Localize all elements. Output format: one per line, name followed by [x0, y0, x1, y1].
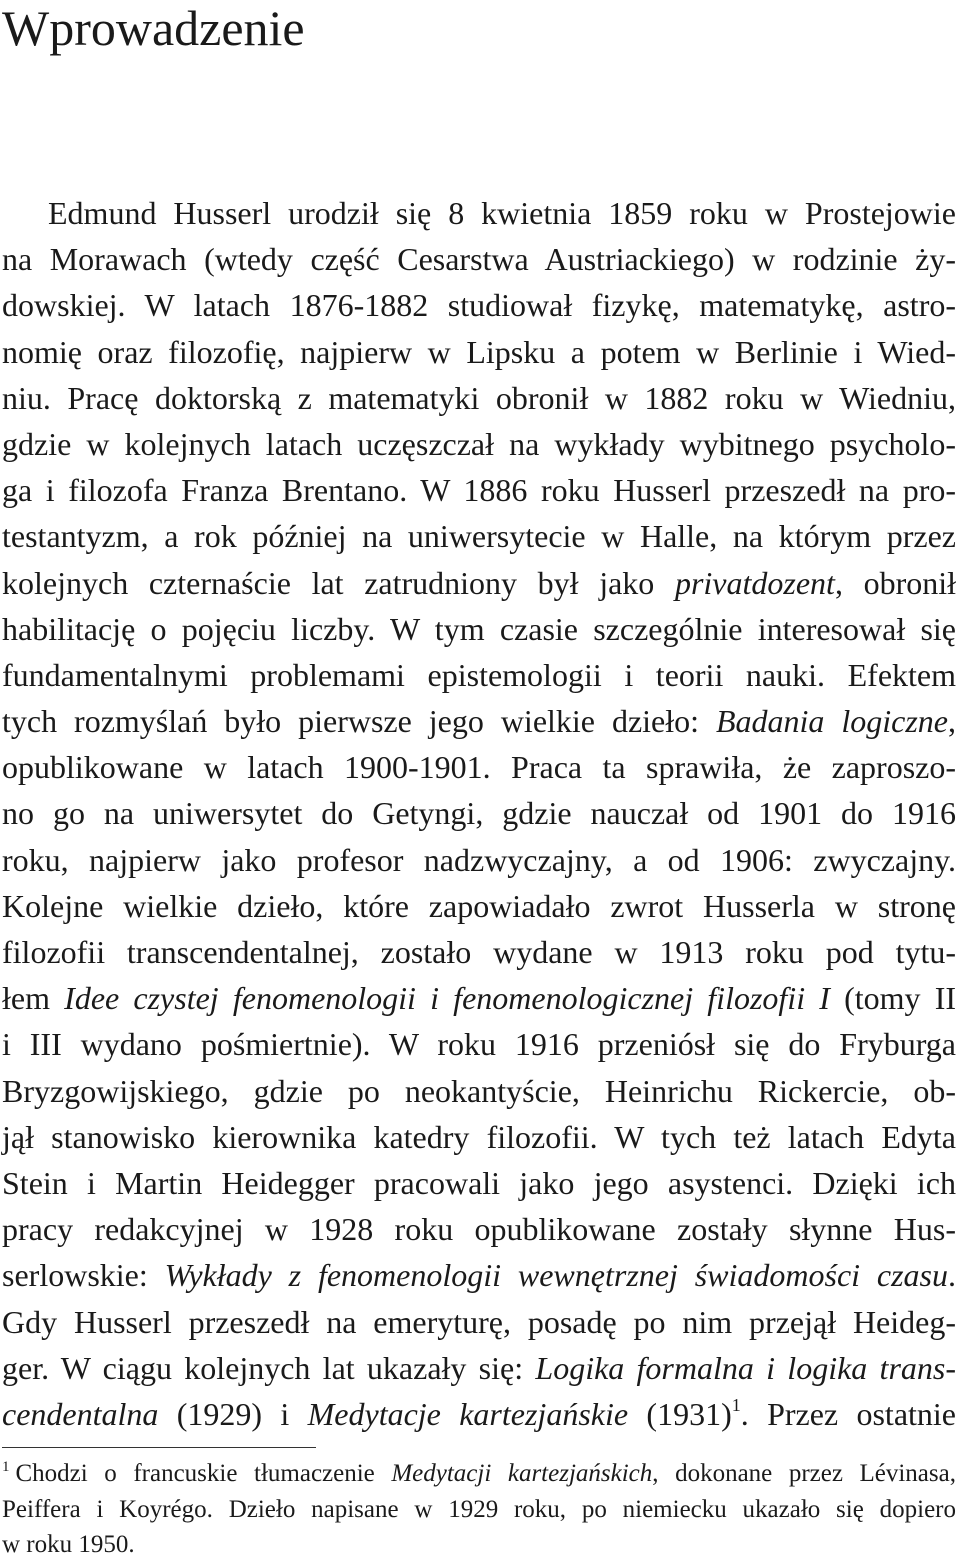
body-line [2, 375, 956, 421]
text-segment: habilitację o pojęciu liczby. W tym czasie szczególnie interesował się [2, 610, 956, 647]
italic-text: Badania logiczne [715, 703, 949, 740]
text-segment: opublikowane w latach 1900-1901. Praca ta sprawiła, że zaproszo- [2, 749, 956, 786]
body-line [2, 1252, 956, 1298]
text-segment: fundamentalnymi problemami epistemologii i teorii nauki. Efektem [2, 656, 956, 693]
text-segment: dowskiej. W latach 1876-1882 studiował fizykę, matematykę, astro- [2, 287, 956, 324]
italic-text: cendentalna [2, 1395, 159, 1432]
text-segment: (1929) i [158, 1395, 308, 1432]
body-line [2, 513, 956, 559]
text-segment: (1931) [628, 1395, 732, 1432]
text-segment: gdzie w kolejnych latach uczęszczał na wykłady wybitnego psycholo- [2, 425, 956, 462]
text-segment: niu. Pracę doktorską z matematyki obronił w 1882 roku w Wiedniu, [2, 379, 956, 416]
body-line [2, 282, 956, 328]
body-line [2, 606, 956, 652]
body-line [2, 1160, 956, 1206]
text-segment: roku, najpierw jako profesor nadzwyczajny, a od 1906: zwyczajny. [2, 841, 956, 878]
body-line [2, 1206, 956, 1252]
text-segment: Edmund Husserl urodził się 8 kwietnia 1859 roku w Prostejowie [48, 195, 956, 231]
text-segment: w roku 1950. [2, 1531, 135, 1558]
body-line [2, 883, 956, 929]
footnote-line [2, 1456, 956, 1492]
text-segment: pracy redakcyjnej w 1928 roku opublikowane zostały słynne Hus- [2, 1211, 956, 1248]
text-segment: Kolejne wielkie dzieło, które zapowiadało zwrot Husserla w stronę [2, 887, 956, 924]
body-line [2, 1068, 956, 1114]
body-line [2, 1345, 956, 1391]
body-line [2, 560, 956, 606]
chapter-title: Wprowadzenie [2, 0, 305, 56]
body-line [2, 236, 956, 282]
body-text [2, 190, 956, 1437]
italic-text: Idee czystej fenomenologii i fenomenologicznej filozofii I [64, 980, 830, 1017]
text-segment: nomię oraz filozofię, najpierw w Lipsku a potem w Berlinie i Wied- [2, 333, 956, 370]
text-segment: Chodzi o francuskie tłumaczenie [15, 1460, 392, 1487]
footnote-separator [2, 1447, 316, 1448]
body-line [2, 329, 956, 375]
body-line [2, 190, 956, 236]
body-line [2, 1114, 956, 1160]
body-line [2, 698, 956, 744]
text-segment: łem [2, 980, 65, 1017]
body-line [2, 744, 956, 790]
italic-text: Logika formalna i logika trans- [535, 1349, 957, 1386]
text-segment: ger. W ciągu kolejnych lat ukazały się: [2, 1349, 536, 1386]
body-line [2, 1391, 956, 1437]
body-line [2, 837, 956, 883]
italic-text: Medytacji kartezjańskich [391, 1460, 653, 1487]
text-segment: Bryzgowijskiego, gdzie po neokantyście, Heinrichu Rickercie, ob- [2, 1072, 956, 1109]
body-line [2, 652, 956, 698]
text-segment: , obronił [834, 564, 957, 601]
text-segment: , [948, 703, 957, 740]
text-segment: serlowskie: [2, 1257, 165, 1294]
text-segment: no go na uniwersytet do Getyngi, gdzie nauczał od 1901 do 1916 [2, 795, 956, 832]
text-segment: jął stanowisko kierownika katedry filozofii. W tych też latach Edyta [2, 1118, 956, 1155]
text-segment: tych rozmyślań było pierwsze jego wielkie dzieło: [2, 703, 716, 740]
text-segment: filozofii transcendentalnej, zostało wydane w 1913 roku pod tytu- [2, 934, 956, 970]
text-segment: (tomy II [829, 980, 956, 1017]
body-line [2, 975, 956, 1021]
italic-text: privatdozent [674, 564, 835, 601]
body-line [2, 929, 956, 975]
text-segment: testantyzm, a rok później na uniwersytecie w Halle, na którym przez [2, 518, 956, 555]
text-segment: Stein i Martin Heidegger pracowali jako jego asystenci. Dzięki ich [2, 1164, 956, 1201]
italic-text: Wykłady z fenomenologii wewnętrznej świadomości czasu [164, 1257, 948, 1294]
body-line [2, 1021, 956, 1067]
text-segment: , dokonane przez Lévinasa, [652, 1460, 956, 1487]
body-line [2, 1299, 956, 1345]
body-line [2, 790, 956, 836]
body-line [2, 421, 956, 467]
text-segment: . [948, 1257, 956, 1294]
body-line [2, 467, 956, 513]
footnotes [2, 1456, 956, 1563]
text-segment: i III wydano pośmiertnie). W roku 1916 przeniósł się do Fryburga [2, 1026, 956, 1063]
footnote-line [2, 1527, 956, 1563]
text-segment: . Przez ostatnie [740, 1395, 956, 1432]
text-segment: ga i filozofa Franza Brentano. W 1886 roku Husserl przeszedł na pro- [2, 472, 956, 509]
footnote-marker: 1 [731, 1394, 741, 1415]
text-segment: na Morawach (wtedy część Cesarstwa Austriackiego) w rodzinie ży- [2, 241, 956, 278]
italic-text: Medytacje kartezjańskie [307, 1395, 629, 1432]
footnote-line [2, 1492, 956, 1528]
text-segment: Gdy Husserl przeszedł na emeryturę, posadę po nim przejął Heideg- [2, 1303, 956, 1340]
text-segment: kolejnych czternaście lat zatrudniony był jako [2, 564, 675, 601]
footnote-marker: 1 [2, 1459, 10, 1475]
text-segment: Peiffera i Koyrégo. Dzieło napisane w 1929 roku, po niemiecku ukazało się dopiero [2, 1495, 956, 1523]
